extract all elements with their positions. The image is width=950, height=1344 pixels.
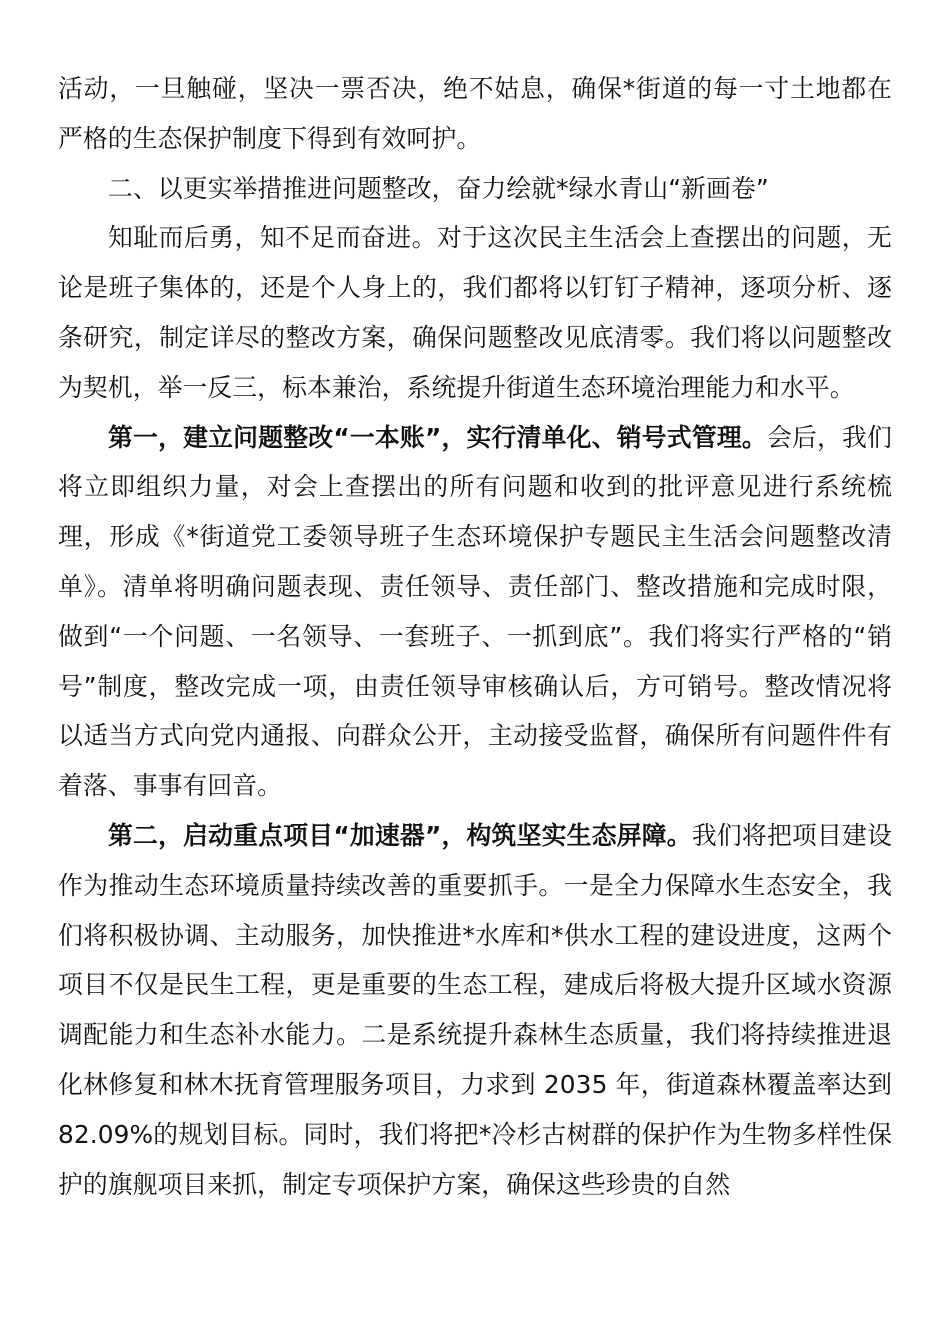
paragraph-text: 知耻而后勇，知不足而奋进。对于这次民主生活会上查摆出的问题，无论是班子集体的，还是个人身上的，我们都将以钉钉子精神，逐项分析、逐条研究，制定详尽的整改方案，确保问题整改见底清零。我们将以问题整改为契机，举一反三，标本兼治，系统提升街道生态环境治理能力和水平。 <box>58 223 892 402</box>
paragraph-second-point <box>58 811 892 1209</box>
point-lead: 第一，建立问题整改“一本账”，实行清单化、销号式管理。 <box>108 422 767 452</box>
document-page <box>58 64 892 1209</box>
section-heading-text: 二、以更实举措推进问题整改，奋力绘就*绿水青山“新画卷” <box>108 173 769 203</box>
section-heading <box>58 164 892 214</box>
paragraph-continuation <box>58 64 892 164</box>
paragraph-first-point <box>58 413 892 811</box>
paragraph-text: 活动，一旦触碰，坚决一票否决，绝不姑息，确保*街道的每一寸土地都在严格的生态保护制度下得到有效呵护。 <box>58 74 892 153</box>
paragraph-text: 我们将把项目建设作为推动生态环境质量持续改善的重要抓手。一是全力保障水生态安全，我们将积极协调、主动服务，加快推进*水库和*供水工程的建设进度，这两个项目不仅是民生工程，更是重要的生态工程，建成后将极大提升区域水资源调配能力和生态补水能力。二是系统提升森林生态质量，我们将持续推进退化林修复和林木抚育管理服务项目，力求到 2035 年，街道森林覆盖率达到 82.09%的规划目标。同时，我们将把*冷杉古树群的保护作为生物多样性保护的旗舰项目来抓，制定专项保护方案，确保这些珍贵的自然 <box>58 820 892 1199</box>
paragraph-text: 会后，我们将立即组织力量，对会上查摆出的所有问题和收到的批评意见进行系统梳理，形成《*街道党工委领导班子生态环境保护专题民主生活会问题整改清单》。清单将明确问题表现、责任领导、责任部门、整改措施和完成时限，做到“一个问题、一名领导、一套班子、一抓到底”。我们将实行严格的“销号”制度，整改完成一项，由责任领导审核确认后，方可销号。整改情况将以适当方式向党内通报、向群众公开，主动接受监督，确保所有问题件件有着落、事事有回音。 <box>58 422 892 801</box>
point-lead: 第二，启动重点项目“加速器”，构筑坚实生态屏障。 <box>108 820 692 850</box>
paragraph-intro <box>58 213 892 412</box>
